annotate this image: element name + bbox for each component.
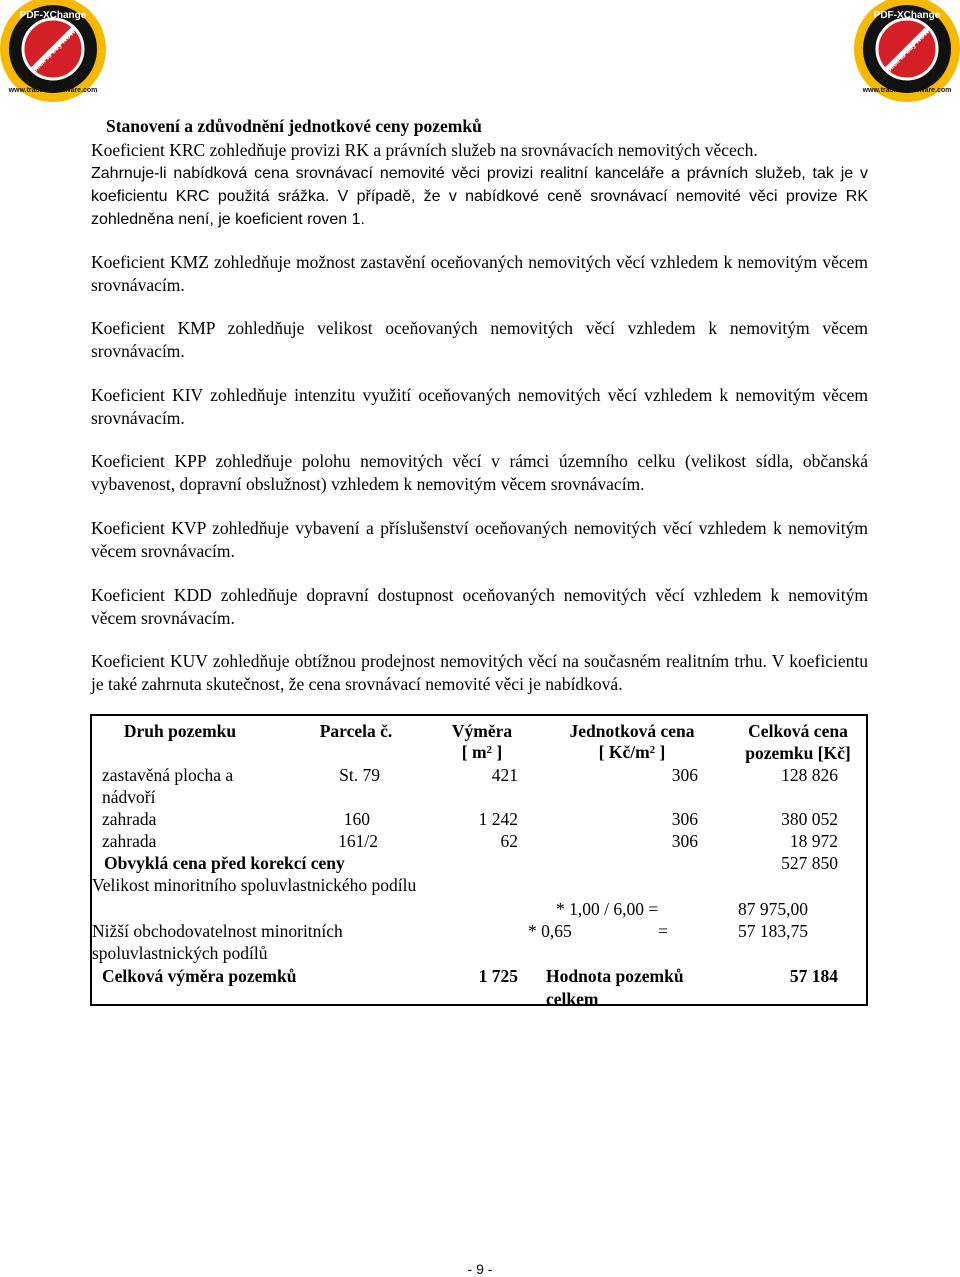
paragraph-kmz: Koeficient KMZ zohledňuje možnost zastavění oceňovaných nemovitých věcí vzhledem k nemovitým věcem srovnávacím. bbox=[91, 252, 868, 295]
paragraph-kdd: Koeficient KDD zohledňuje dopravní dostupnost oceňovaných nemovitých věcí vzhledem k nemovitým věcem srovnávacím. bbox=[91, 585, 868, 628]
velikost-podilu-formula: * 1,00 / 6,00 = bbox=[556, 899, 659, 919]
row2-vymera: 1 242 bbox=[478, 809, 518, 829]
row2-druh: zahrada bbox=[102, 809, 157, 829]
nizsi-obchodovatelnost-eq: = bbox=[658, 921, 668, 941]
page-number: - 9 - bbox=[467, 1261, 493, 1277]
svg-text:PDF-XChange: PDF-XChange bbox=[19, 10, 87, 21]
header-druh: Druh pozemku bbox=[123, 721, 237, 741]
obvykla-cena-value: 527 850 bbox=[781, 853, 838, 873]
paragraph-kiv: Koeficient KIV zohledňuje intenzitu využití oceňovaných nemovitých věcí vzhledem k nemovitým věcem srovnávacím. bbox=[91, 385, 868, 428]
celkova-vymera-label: Celková výměra pozemků bbox=[102, 966, 297, 986]
pdf-xchange-stamp-left[interactable] bbox=[0, 0, 108, 104]
velikost-podilu-value: 87 975,00 bbox=[738, 899, 808, 919]
row2-parcela: 160 bbox=[343, 809, 370, 829]
hodnota-pozemku-value: 57 184 bbox=[789, 966, 838, 986]
section-heading: Stanovení a zdůvodnění jednotkové ceny pozemků bbox=[106, 116, 482, 136]
nizsi-obchodovatelnost-label: Nižší obchodovatelnost minoritních bbox=[92, 921, 343, 941]
header-vymera-unit: [ $m^2$ ] bbox=[461, 742, 503, 762]
paragraph-kuv: Koeficient KUV zohledňuje obtížnou prodejnost nemovitých věcí na současném realitním trhu. V koeficientu je také zahrnuta skutečnost, že cena srovnávací nemovité věci je nabídková. bbox=[91, 651, 868, 694]
header-vymera: Výměra bbox=[451, 721, 513, 741]
paragraph-kmp: Koeficient KMP zohledňuje velikost oceňovaných nemovitých věcí vzhledem k nemovitým věcem srovnávacím. bbox=[91, 318, 868, 361]
paragraph-krc-line1: Koeficient KRC zohledňuje provizi RK a právních služeb na srovnávacích nemovitých věcech. bbox=[91, 140, 758, 160]
svg-text:Click to buy NOW!: Click to buy NOW! bbox=[884, 26, 933, 75]
paragraph-kpp: Koeficient KPP zohledňuje polohu nemovitých věcí v rámci územního celku (velikost sídla, občanská vybavenost, dopravní obslužnost) vzhledem k nemovitým věcem srovnávacím. bbox=[91, 451, 868, 494]
land-valuation-table bbox=[90, 714, 868, 1009]
nizsi-obchodovatelnost-value: 57 183,75 bbox=[738, 921, 808, 941]
row2-cc: 380 052 bbox=[781, 809, 838, 829]
nizsi-obchodovatelnost-factor: * 0,65 bbox=[528, 921, 572, 941]
pdf-xchange-badge-icon bbox=[852, 0, 960, 104]
header-jednotkova-cena-unit: [ $Kč/m^2$ ] bbox=[598, 742, 666, 762]
row1-jc: 306 bbox=[671, 765, 698, 785]
pdf-xchange-stamp-right[interactable] bbox=[852, 0, 960, 104]
header-celkova-cena-unit: pozemku [Kč] bbox=[745, 743, 851, 763]
row3-vymera: 62 bbox=[500, 831, 518, 851]
hodnota-pozemku-label: Hodnota pozemků bbox=[546, 966, 684, 986]
svg-text:Click to buy NOW!: Click to buy NOW! bbox=[30, 26, 79, 75]
header-parcela: Parcela č. bbox=[319, 721, 393, 741]
nizsi-obchodovatelnost-label-cont: spoluvlastnických podílů bbox=[92, 943, 268, 963]
paragraph-kvp: Koeficient KVP zohledňuje vybavení a příslušenství oceňovaných nemovitých věcí vzhledem k nemovitým věcem srovnávacím. bbox=[91, 518, 868, 561]
header-jednotkova-cena: Jednotková cena bbox=[569, 721, 695, 741]
svg-text:www.tracker-software.com: www.tracker-software.com bbox=[8, 87, 98, 94]
header-celkova-cena: Celková cena bbox=[748, 721, 848, 741]
row3-cc: 18 972 bbox=[789, 831, 838, 851]
row1-cc: 128 826 bbox=[781, 765, 838, 785]
velikost-podilu-label: Velikost minoritního spoluvlastnického podílu bbox=[92, 875, 417, 895]
row3-druh: zahrada bbox=[102, 831, 157, 851]
row1-druh-cont: nádvoří bbox=[102, 787, 156, 807]
svg-text:PDF-XChange: PDF-XChange bbox=[873, 10, 941, 21]
row3-jc: 306 bbox=[671, 831, 698, 851]
obvykla-cena-label: Obvyklá cena před korekcí ceny bbox=[104, 853, 345, 873]
row1-druh: zastavěná plocha a bbox=[102, 765, 234, 785]
hodnota-pozemku-label-cont: celkem bbox=[546, 989, 599, 1009]
row1-vymera: 421 bbox=[491, 765, 518, 785]
row2-jc: 306 bbox=[671, 809, 698, 829]
row1-parcela: St. 79 bbox=[339, 765, 380, 785]
celkova-vymera-value: 1 725 bbox=[478, 966, 518, 986]
paragraph-krc-detail: Zahrnuje-li nabídková cena srovnávací nemovité věci provizi realitní kanceláře a právních služeb, tak je v koeficientu KRC použitá srážka. V případě, že v nabídkové ceně srovnávací nemovité věci provize RK zohledněna není, je koeficient roven 1. bbox=[91, 165, 868, 228]
row3-parcela: 161/2 bbox=[338, 831, 378, 851]
pdf-xchange-badge-icon bbox=[0, 0, 108, 104]
svg-text:www.tracker-software.com: www.tracker-software.com bbox=[862, 87, 952, 94]
